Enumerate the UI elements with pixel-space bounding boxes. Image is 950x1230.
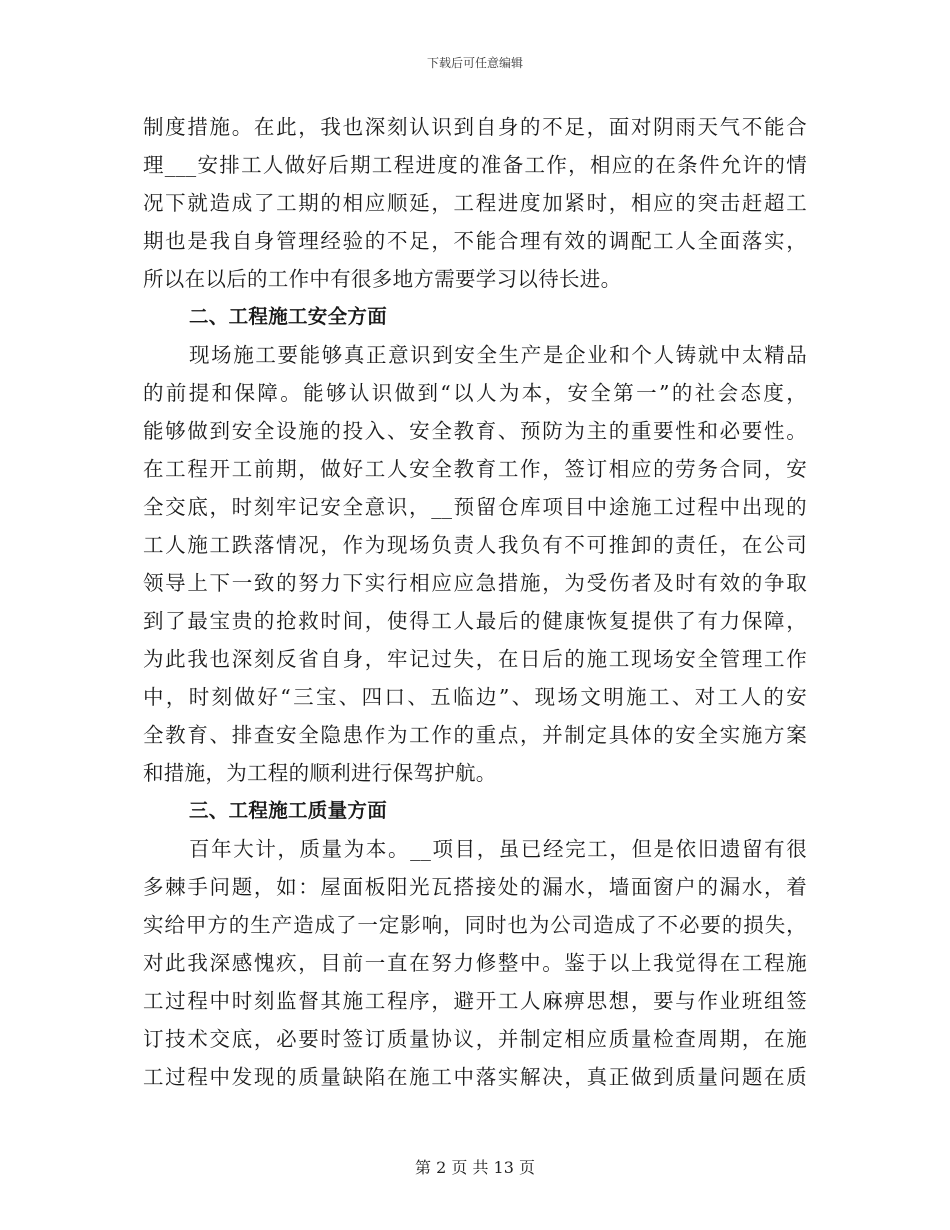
paragraph-line: 为此我也深刻反省自身，牢记过失，在日后的施工现场安全管理工作	[143, 647, 807, 671]
paragraph-line: 到了最宝贵的抢救时间，使得工人最后的健康恢复提供了有力保障，	[143, 609, 807, 633]
paragraph-line: 全教育、排查安全隐患作为工作的重点，并制定具体的安全实施方案	[143, 723, 807, 747]
paragraph-line: 的前提和保障。能够认识做到“以人为本，安全第一”的社会态度，	[143, 381, 807, 405]
document-body	[143, 108, 807, 1096]
paragraph-line: 和措施，为工程的顺利进行保驾护航。	[143, 761, 497, 785]
paragraph-line: 多棘手问题，如：屋面板阳光瓦搭接处的漏水，墙面窗户的漏水，着	[143, 875, 807, 899]
paragraph-line: 况下就造成了工期的相应顺延，工程进度加紧时，相应的突击赶超工	[143, 191, 807, 215]
section-heading-quality: 三、工程施工质量方面	[189, 799, 388, 822]
paragraph-line: 中，时刻做好“三宝、四口、五临边”、现场文明施工、对工人的安	[143, 685, 807, 709]
paragraph-line: 工过程中时刻监督其施工程序，避开工人麻痹思想，要与作业班组签	[143, 989, 807, 1013]
paragraph-line: 对此我深感愧疚，目前一直在努力修整中。鉴于以上我觉得在工程施	[143, 951, 807, 975]
paragraph-line: 实给甲方的生产造成了一定影响，同时也为公司造成了不必要的损失，	[143, 913, 807, 937]
paragraph-line: 现场施工要能够真正意识到安全生产是企业和个人铸就中太精品	[189, 343, 807, 367]
section-heading-safety: 二、工程施工安全方面	[189, 305, 388, 328]
paragraph-line: 能够做到安全设施的投入、安全教育、预防为主的重要性和必要性。	[143, 419, 807, 443]
page-number-footer: 第 2 页 共 13 页	[415, 1158, 535, 1177]
paragraph-line: 在工程开工前期，做好工人安全教育工作，签订相应的劳务合同，安	[143, 457, 807, 481]
paragraph-line: 所以在以后的工作中有很多地方需要学习以待长进。	[143, 267, 622, 291]
paragraph-line: 全交底，时刻牢记安全意识，__预留仓库项目中途施工过程中出现的	[143, 495, 807, 519]
paragraph-line: 期也是我自身管理经验的不足，不能合理有效的调配工人全面落实，	[143, 229, 807, 253]
paragraph-line: 百年大计，质量为本。__项目，虽已经完工，但是依旧遗留有很	[189, 837, 807, 861]
paragraph-line: 工人施工跌落情况，作为现场负责人我负有不可推卸的责任，在公司	[143, 533, 807, 557]
paragraph-line: 领导上下一致的努力下实行相应应急措施，为受伤者及时有效的争取	[143, 571, 807, 595]
header-note: 下载后可任意编辑	[426, 56, 523, 70]
paragraph-line: 理___安排工人做好后期工程进度的准备工作，相应的在条件允许的情	[143, 153, 807, 177]
paragraph-line: 工过程中发现的质量缺陷在施工中落实解决，真正做到质量问题在质	[143, 1065, 807, 1089]
paragraph-line: 制度措施。在此，我也深刻认识到自身的不足，面对阴雨天气不能合	[143, 115, 807, 139]
paragraph-line: 订技术交底，必要时签订质量协议，并制定相应质量检查周期，在施	[143, 1027, 807, 1051]
